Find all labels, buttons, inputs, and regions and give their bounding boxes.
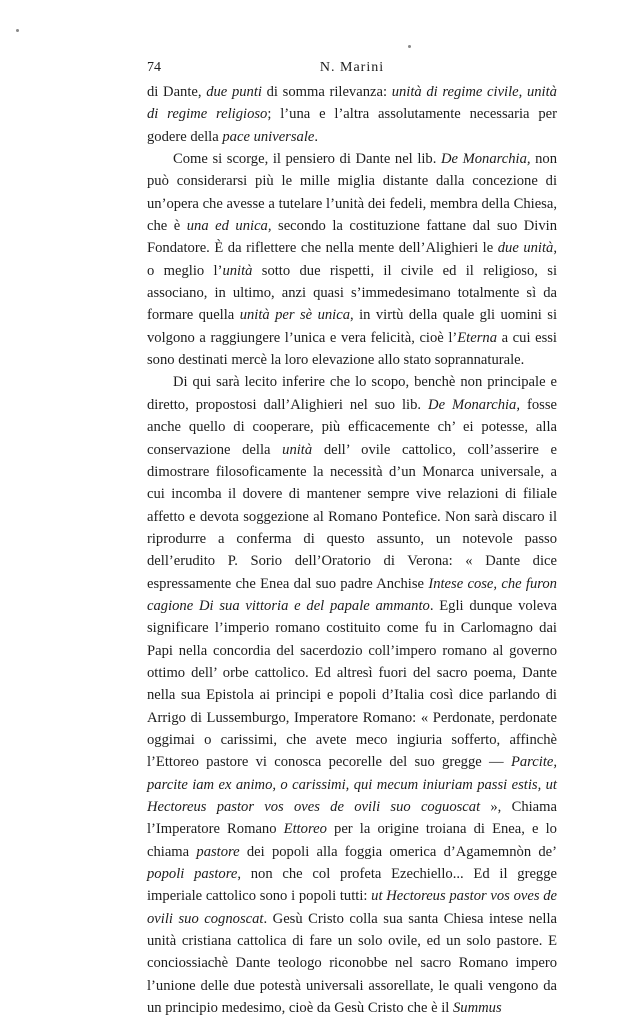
page-speck	[408, 45, 411, 48]
italic-run: ut Hectoreus pastor vos oves de ovili suo cognoscat	[147, 888, 557, 927]
italic-run: unità	[222, 262, 253, 279]
text-run: », Chiama l’Imperatore Romano	[147, 799, 557, 838]
text-run: di somma rilevanza:	[261, 84, 392, 100]
italic-run: Intese cose, che furon cagione Di sua vittoria e del papale ammanto	[147, 575, 557, 614]
italic-run: due punti	[206, 84, 262, 100]
running-head: N. Marini	[319, 60, 385, 75]
body-text	[147, 81, 557, 1019]
page-speck	[16, 29, 19, 32]
italic-run: pace universale	[222, 128, 315, 145]
text-run: . Egli dunque voleva significare l’imperio romano costituito come fu in Carlomagno dai Papi nella concordia del sacerdozio coll’impero romano al governo ottimo dell’ orbe cattolico. Ed altresì fuori del sacro poema, Dante nella sua Epistola ai principi e popoli d’Italia così dice parlando di Arrigo di Lussemburgo, Imperatore Romano: « Perdonate, perdonate oggimai o carissimi, che avete meco ingiuria sofferto, affinchè l’Ettoreo pastore vi conosca pecorelle del suo gregge —	[147, 597, 557, 771]
text-run: a cui essi sono destinati mercè la loro elevazione allo stato soprannaturale.	[147, 329, 557, 369]
italic-run: Summus	[453, 1000, 502, 1017]
text-run: , in virtù della quale gli uomini si volgono a raggiungere l’unica e vera felicità, cioè l’	[147, 307, 558, 346]
page-number: 74	[147, 60, 161, 75]
paragraph-2	[147, 148, 557, 371]
italic-run: due unità	[497, 240, 554, 257]
italic-run: unità per sè unica	[239, 307, 351, 324]
text-run: .	[314, 128, 319, 145]
text-run: di Dante,	[147, 84, 207, 100]
text-run: sotto due rispetti, il civile ed il religioso, si associano, in ultimo, anzi quasi s’immedesimano totalmente sì da formare quella	[147, 262, 557, 324]
paragraph-3	[147, 371, 557, 1019]
italic-run: De Monarchia,	[440, 151, 531, 168]
italic-run: unità di regime civile, unità di regime religioso	[147, 84, 557, 123]
page-header	[147, 60, 557, 82]
text-run: Di qui sarà lecito inferire che lo scopo, benchè non principale e diretto, propostosi dall’Alighieri nel suo lib.	[147, 374, 557, 413]
text-run: . Gesù Cristo colla sua santa Chiesa intese nella unità cristiana cattolica di fare un solo ovile, ed un solo pastore. E conciossiachè Dante teologo riconobbe nel sacro Romano impero l’unione delle due potestà universali assorellate, le quali vengono da un principio medesimo, cioè da Gesù Cristo che è il	[147, 910, 557, 1017]
italic-run: Ettoreo	[283, 821, 327, 838]
text-run: non può considerarsi più le mille miglia distante dalla concezione di un’opera che avesse a tutelare l’unità dei fedeli, membra della Chiesa, che è	[147, 151, 558, 235]
text-run: dell’ ovile cattolico, coll’asserire e dimostrare filosoficamente la necessità d’un Monarca universale, a cui incomba il dovere di mantener sempre vive relazioni di filiale affetto e devota soggezione al Romano Pontefice. Non sarà discaro il riprodurre a conferma di questo assunto, un notevole passo dell’erudito P. Sorio dell’Oratorio di Verona: « Dante dice espressamente che Enea dal suo padre Anchise	[147, 441, 557, 592]
italic-run: pastore	[196, 843, 240, 860]
text-run: dei popoli alla foggia omerica d’Agamemnòn de’	[239, 843, 557, 860]
text-run: Come si scorge, il pensiero di Dante nel lib.	[173, 151, 441, 168]
text-run: ; l’una e l’altra assolutamente necessaria per godere della	[147, 106, 557, 145]
paragraph-1	[147, 81, 557, 148]
italic-run: unità	[282, 441, 313, 458]
italic-run: una ed unica,	[186, 218, 272, 235]
text-run: , o meglio l’	[147, 240, 557, 279]
text-run: , non che col profeta Ezechiello... Ed il gregge imperiale cattolico sono i popoli tutti:	[147, 866, 557, 905]
italic-run: De Monarchia,	[428, 396, 521, 413]
text-run: per la origine troiana di Enea, e lo chiama	[147, 821, 557, 860]
text-run: secondo la costituzione fattane dal suo Divin Fondatore. È da riflettere che nella mente dell’Alighieri le	[147, 218, 557, 257]
italic-run: popoli pastore	[147, 866, 238, 883]
text-run: fosse anche quello di cooperare, più efficacemente ch’ ei potesse, alla conservazione della	[147, 396, 557, 458]
italic-run: Eterna	[457, 329, 497, 346]
italic-run: Parcite, parcite iam ex animo, o carissimi, qui mecum iniuriam passi estis, ut Hectoreus pastor vos oves de ovili suo coguoscat	[147, 754, 557, 815]
